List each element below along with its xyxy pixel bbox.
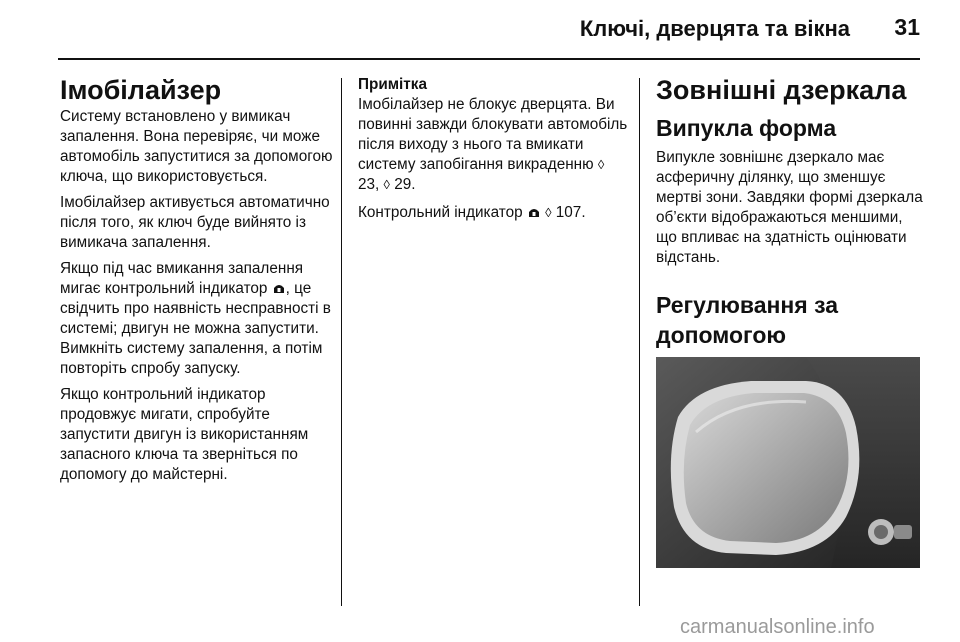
convex-paragraph: Випукле зовнішнє дзеркало має асферичну ділянку, що зменшує мертві зони. Завдяки формі дзеркала об’єкти відображаються меншими, що впливає на здатність оцінювати відстань. <box>656 149 923 266</box>
page-header-title: Ключі, дверцята та вікна <box>579 16 850 41</box>
immobilizer-indicator-icon <box>272 282 286 294</box>
note-body: Імобілайзер не блокує дверцята. Ви повинні завжди блокувати автомобіль після виходу з нього та вмикати систему запобігання викраденню <box>358 96 628 173</box>
subheading-electric-adjust: Регулювання за допомогою <box>656 292 839 348</box>
page-ref-link[interactable]: 29 <box>394 176 412 193</box>
column-immobilizer <box>60 73 336 491</box>
indicator-label: Контрольний індикатор <box>358 204 523 221</box>
column-divider-2 <box>639 78 640 606</box>
paragraph-3 <box>60 259 336 379</box>
column-divider-1 <box>341 78 342 606</box>
page-ref-link[interactable]: 23 <box>358 176 376 193</box>
paragraph-4: Якщо контрольний індикатор продовжує мигати, спробуйте запустити двигун із використанням запасного ключа та зверніться по допомогу до майстерні. <box>60 386 309 483</box>
ref-separator: , <box>375 176 384 193</box>
section-heading-mirrors: Зовнішні дзеркала <box>656 75 907 105</box>
indicator-line <box>358 203 628 223</box>
reference-arrow-icon: ◊ <box>383 177 390 192</box>
paragraph-3-end: , це свідчить про наявність несправності в системі; двигун не можна запустити. Вимкніть систему запалення, а потім повторіть спробу запуску. <box>60 280 331 377</box>
column-mirrors <box>656 73 924 386</box>
paragraph-3-start: Якщо під час вмикання запалення мигає контрольний індикатор <box>60 260 304 297</box>
side-mirror-photo <box>656 357 920 568</box>
page-ref-link[interactable]: 107 <box>555 204 582 221</box>
side-mirror-illustration <box>656 357 920 568</box>
watermark: carmanualsonline.info <box>680 616 875 638</box>
subheading-convex: Випукла форма <box>656 115 837 141</box>
sentence-end: . <box>411 176 416 193</box>
header-divider <box>58 58 920 60</box>
immobilizer-indicator-icon <box>527 206 541 218</box>
sentence-end: . <box>581 204 586 221</box>
paragraph-2: Імобілайзер активується автоматично після того, як ключ буде вийнято із вимикача запалення. <box>60 194 330 251</box>
section-heading-immobilizer: Імобілайзер <box>60 75 222 105</box>
column-note <box>358 73 628 231</box>
note-text <box>358 95 628 195</box>
reference-arrow-icon: ◊ <box>597 157 605 172</box>
paragraph-1: Систему встановлено у вимикач запалення. Вона перевіряє, чи може автомобіль запуститися за допомогою ключа, що використовується. <box>60 108 333 185</box>
note-title: Примітка <box>358 76 427 93</box>
reference-arrow-icon: ◊ <box>545 205 552 220</box>
page-number: 31 <box>894 14 920 40</box>
